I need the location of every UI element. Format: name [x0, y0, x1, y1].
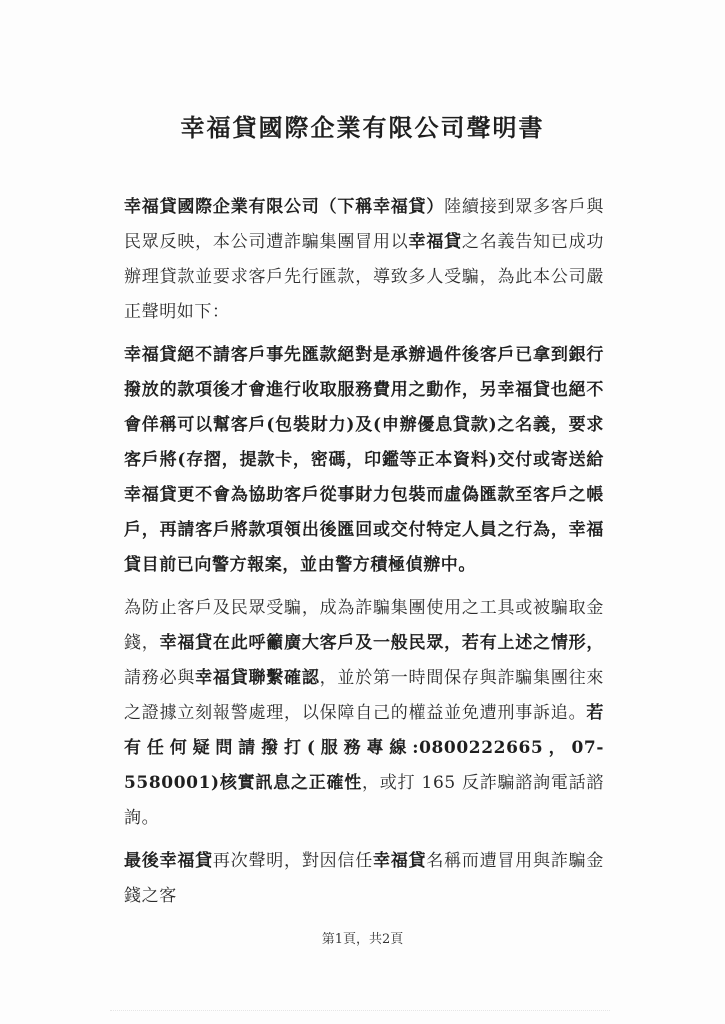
abbreviation-note: （下稱幸福貸） — [319, 197, 445, 217]
paragraph-intro — [124, 190, 604, 330]
paragraph-final — [124, 844, 604, 914]
page-footer: 第1頁，共2頁 — [321, 932, 404, 947]
intro-text-end: 之名義告知已成功辦理貸款並要求客戶先行匯款，導致多人受騙，為此本公司嚴正聲明如下： — [124, 232, 604, 322]
scan-artifact — [110, 1010, 610, 1017]
paragraph-policy: 幸福貸絕不請客戶事先匯款絕對是承辦過件後客戶已拿到銀行撥放的款項後才會進行收取服務費用之動作，另幸福貸也絕不會佯稱可以幫客戶(包裝財力)及(申辦優息貸款)之名義，要求客戶將(存摺，提款卡，密碼，印鑑等正本資料)交付或寄送給幸福貸更不會為協助客戶從事財力包裝而虛偽匯款至客戶之帳戶，再請客戶將款項領出後匯回或交付特定人員之行為，幸福貸目前已向警方報案，並由警方積極偵辦中。 — [124, 345, 604, 575]
document-title: 幸福貸國際企業有限公司聲明書 — [180, 113, 545, 142]
warning-text-end: ，或打 165 反詐騙諮詢電話諮詢。 — [124, 773, 604, 828]
company-short-name: 幸福貸 — [408, 232, 462, 252]
paragraph-warning — [124, 591, 604, 836]
company-name: 幸福貸國際企業有限公司 — [124, 197, 320, 217]
warning-text-3: ，並於第一時間保存與詐騙集團往來之證據立刻報警處理，以保障自己的權益並免遭刑事訴追。 — [124, 668, 604, 723]
intro-text: 陸續接到眾多客戶與民眾反映，本公司遭詐騙集團冒用以 — [124, 197, 604, 252]
document-body — [124, 190, 604, 922]
final-text: 再次聲明，對因信任 — [212, 851, 373, 871]
warning-text-2: 請務必與 — [124, 668, 196, 688]
warning-appeal: 幸福貸在此呼籲廣大客戶及一般民眾，若有上述之情形， — [159, 633, 605, 653]
final-text-end: 名稱而遭冒用與詐騙金錢之客 — [124, 851, 604, 906]
contact-confirm: 幸福貸聯繫確認 — [195, 668, 320, 688]
final-company: 幸福貸 — [372, 851, 427, 871]
service-hotline: 若有任何疑問請撥打(服務專線:0800222665，07-5580001)核實訊息之正確性 — [124, 703, 604, 793]
warning-text: 為防止客戶及民眾受騙，成為詐騙集團使用之工具或被騙取金錢， — [124, 598, 604, 653]
final-lead: 最後幸福貸 — [124, 851, 213, 871]
